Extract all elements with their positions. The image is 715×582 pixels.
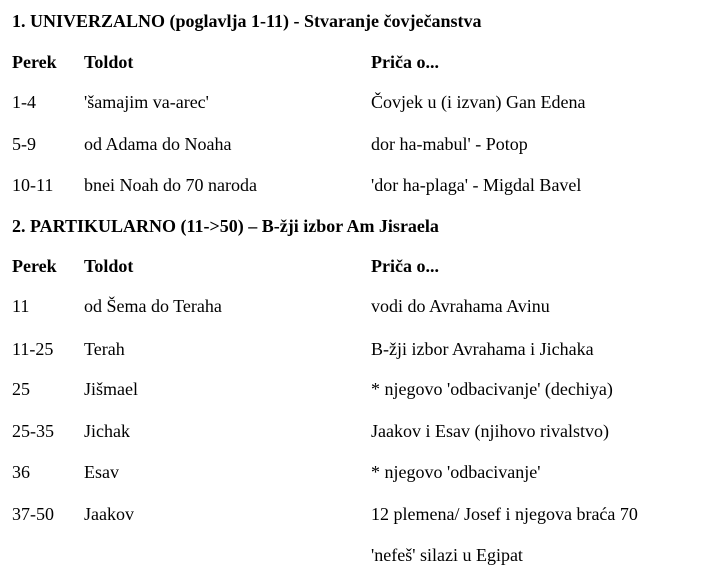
- section-2-row-4-toldot: Jichak: [84, 421, 130, 441]
- section-1-row-1-prica: Čovjek u (i izvan) Gan Edena: [371, 92, 586, 112]
- section-2-row-1-perek: 11: [12, 296, 30, 316]
- section-2-row-4-prica: Jaakov i Esav (njihovo rivalstvo): [371, 421, 609, 441]
- section-2-row-5-perek: 36: [12, 462, 30, 482]
- section-2-row-6-continuation: 'nefeš' silazi u Egipat: [371, 545, 523, 565]
- section-2-row-3-toldot: Jišmael: [84, 379, 138, 399]
- section-2-title: 2. PARTIKULARNO (11->50) – B-žji izbor Am Jisraela: [12, 216, 439, 236]
- section-1-row-1-perek: 1-4: [12, 92, 36, 112]
- section-2-row-5-prica: * njegovo 'odbacivanje': [371, 462, 541, 482]
- section-2-row-5-toldot: Esav: [84, 462, 119, 482]
- section-1-row-2-toldot: od Adama do Noaha: [84, 134, 232, 154]
- section-2-row-6-toldot: Jaakov: [84, 504, 134, 524]
- section-2-header-prica: Priča o...: [371, 256, 439, 276]
- section-2-header-toldot: Toldot: [84, 256, 134, 276]
- section-1-row-3-perek: 10-11: [12, 175, 54, 195]
- section-2-row-2-toldot: Terah: [84, 339, 125, 359]
- section-2-row-3-perek: 25: [12, 379, 30, 399]
- section-2-row-6-prica: 12 plemena/ Josef i njegova braća 70: [371, 504, 638, 524]
- section-1-row-3-toldot: bnei Noah do 70 naroda: [84, 175, 257, 195]
- section-2-row-1-toldot: od Šema do Teraha: [84, 296, 222, 316]
- section-2-row-6-perek: 37-50: [12, 504, 54, 524]
- section-1-header-toldot: Toldot: [84, 52, 134, 72]
- section-2-row-4-perek: 25-35: [12, 421, 54, 441]
- section-2-row-2-prica: B-žji izbor Avrahama i Jichaka: [371, 339, 594, 359]
- section-1-row-2-prica: dor ha-mabul' - Potop: [371, 134, 528, 154]
- section-2-row-2-perek: 11-25: [12, 339, 54, 359]
- section-1-header-perek: Perek: [12, 52, 57, 72]
- section-1-title: 1. UNIVERZALNO (poglavlja 1-11) - Stvaranje čovječanstva: [12, 11, 482, 31]
- section-1-row-2-perek: 5-9: [12, 134, 36, 154]
- section-2-header-perek: Perek: [12, 256, 57, 276]
- section-2-row-1-prica: vodi do Avrahama Avinu: [371, 296, 550, 316]
- section-1-header-prica: Priča o...: [371, 52, 439, 72]
- section-1-row-1-toldot: 'šamajim va-arec': [84, 92, 209, 112]
- section-1-row-3-prica: 'dor ha-plaga' - Migdal Bavel: [371, 175, 582, 195]
- section-2-row-3-prica: * njegovo 'odbacivanje' (dechiya): [371, 379, 613, 399]
